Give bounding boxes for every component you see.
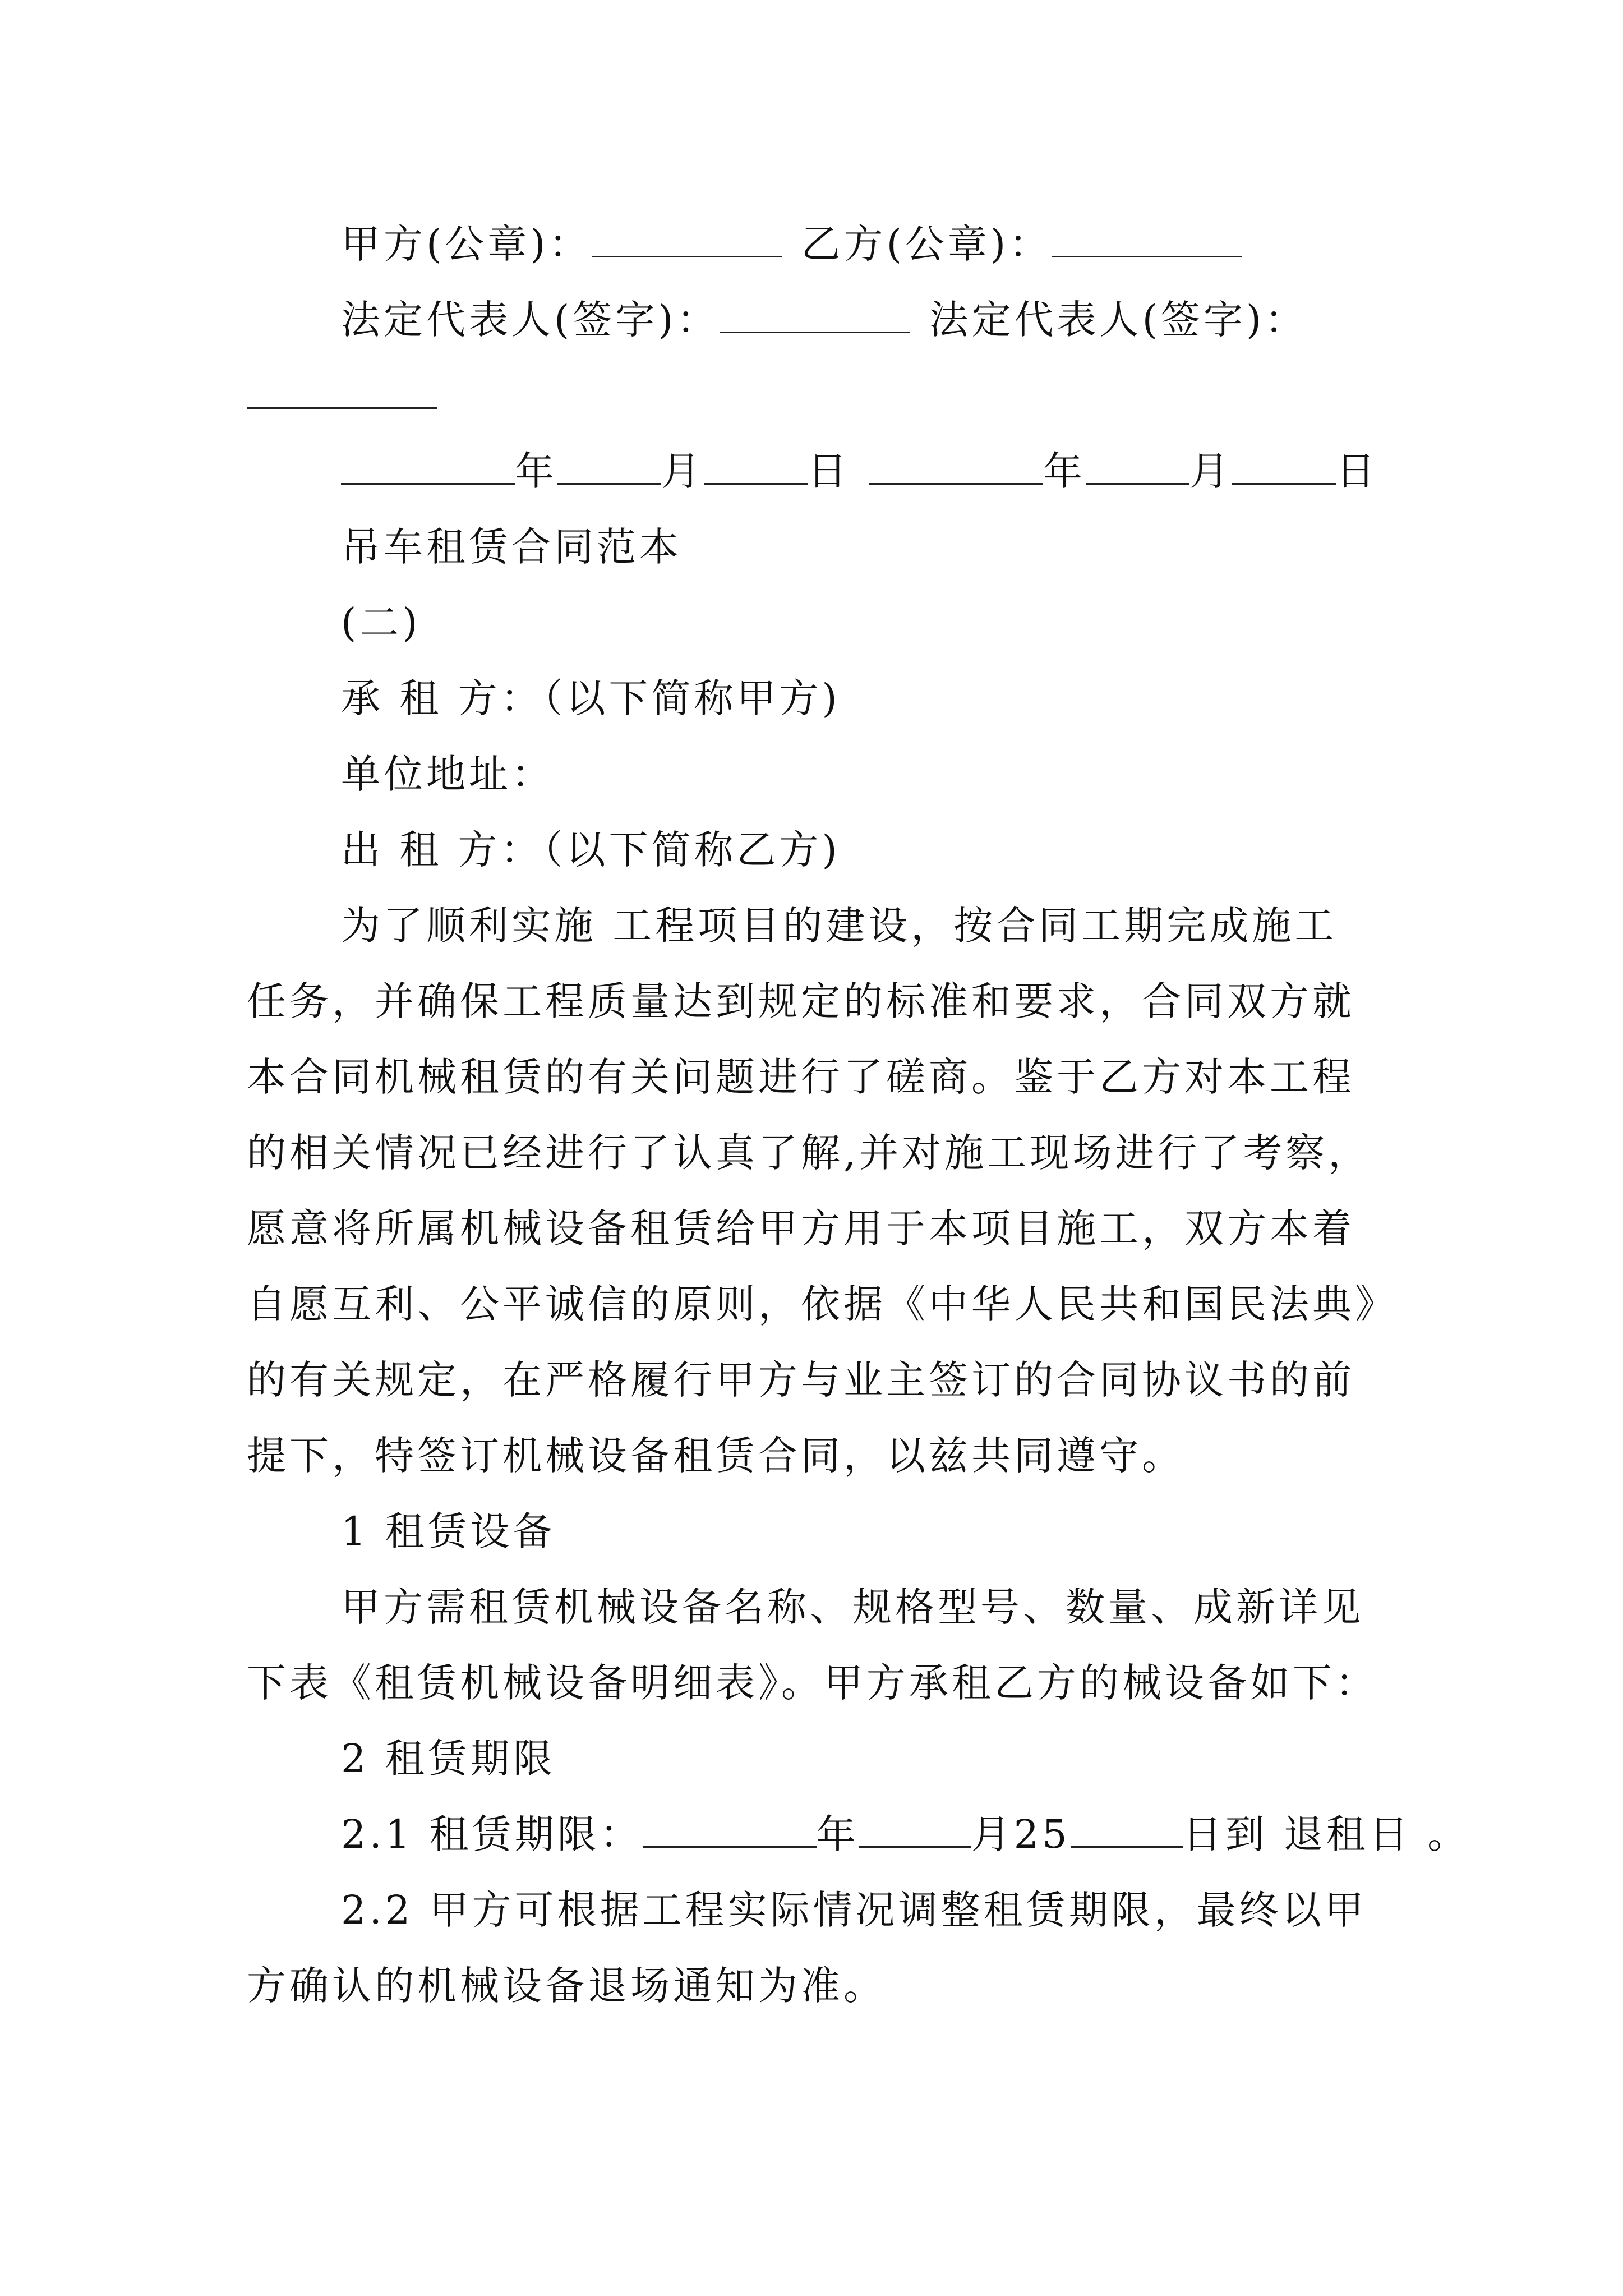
date-b-day: 日 — [1336, 448, 1378, 494]
date-a-year: 年 — [515, 448, 557, 494]
representatives-line — [341, 292, 1307, 348]
rep-b-blank-line — [247, 367, 437, 424]
intro-line-2: 任务，并确保工程质量达到规定的标准和要求，合同双方就 — [247, 978, 1355, 1024]
rep-b-label: 法定代表人(签字)： — [929, 297, 1308, 343]
intro-line-8: 提下，特签订机械设备租赁合同，以兹共同遵守。 — [247, 1433, 1184, 1479]
item-1-year: 年 — [816, 1811, 859, 1857]
intro-line-7: 的有关规定，在严格履行甲方与业主签订的合同协议书的前 — [247, 1357, 1355, 1403]
date-b-month-blank — [1086, 449, 1189, 485]
document-title: 吊车租赁合同范本 — [341, 524, 682, 570]
date-a-year-blank — [341, 449, 515, 485]
date-a-month: 月 — [661, 448, 704, 494]
section-2-item-2-line-1: 2.2 甲方可根据工程实际情况调整租赁期限，最终以甲 — [341, 1887, 1367, 1933]
item-1-year-blank — [643, 1812, 817, 1848]
lessor-line: 出 租 方：（以下简称乙方) — [341, 827, 841, 873]
intro-line-4: 的相关情况已经进行了认真了解,并对施工现场进行了考察， — [247, 1130, 1371, 1176]
date-b-month: 月 — [1189, 448, 1232, 494]
party-seals-line — [341, 216, 1242, 272]
section-1-heading: 1 租赁设备 — [341, 1508, 556, 1554]
intro-line-3: 本合同机械租赁的有关问题进行了磋商。鉴于乙方对本工程 — [247, 1054, 1355, 1100]
rep-a-blank — [720, 298, 910, 333]
date-a-day-blank — [704, 449, 808, 485]
date-a-day: 日 — [808, 448, 850, 494]
intro-line-1: 为了顺利实施 工程项目的建设，按合同工期完成施工 — [341, 903, 1338, 949]
date-b-day-blank — [1232, 449, 1336, 485]
lessee-line: 承 租 方：（以下简称甲方) — [341, 675, 841, 721]
party-b-seal-label: 乙方(公章)： — [801, 221, 1052, 267]
section-1-line-2: 下表《租赁机械设备明细表》。甲方承租乙方的械设备如下： — [247, 1660, 1378, 1706]
section-2-heading: 2 租赁期限 — [341, 1736, 556, 1782]
party-a-seal-blank — [592, 222, 782, 257]
intro-line-6: 自愿互利、公平诚信的原则，依据《中华人民共和国民法典》 — [247, 1281, 1398, 1327]
party-a-seal-label: 甲方(公章)： — [341, 221, 592, 267]
rep-a-label: 法定代表人(签字)： — [341, 297, 720, 343]
intro-line-5: 愿意将所属机械设备租赁给甲方用于本项目施工，双方本着 — [247, 1205, 1355, 1251]
date-a-month-blank — [557, 449, 661, 485]
rep-b-blank — [247, 374, 437, 409]
document-subtitle: (二) — [341, 600, 421, 646]
section-2-item-2-line-2: 方确认的机械设备退场通知为准。 — [247, 1963, 886, 2009]
party-b-seal-blank — [1052, 222, 1242, 257]
item-1-suffix: 日到 退租日 。 — [1182, 1811, 1470, 1857]
address-line: 单位地址： — [341, 751, 554, 797]
item-1-month: 月25 — [971, 1811, 1071, 1857]
item-1-prefix: 2.1 租赁期限： — [341, 1811, 643, 1857]
date-b-year: 年 — [1043, 448, 1086, 494]
date-line — [341, 443, 1378, 499]
section-2-item-1 — [341, 1806, 1470, 1862]
date-b-year-blank — [869, 449, 1043, 485]
item-1-month-blank — [859, 1812, 971, 1848]
section-1-line-1: 甲方需租赁机械设备名称、规格型号、数量、成新详见 — [341, 1584, 1364, 1630]
item-1-day-blank — [1071, 1812, 1183, 1848]
